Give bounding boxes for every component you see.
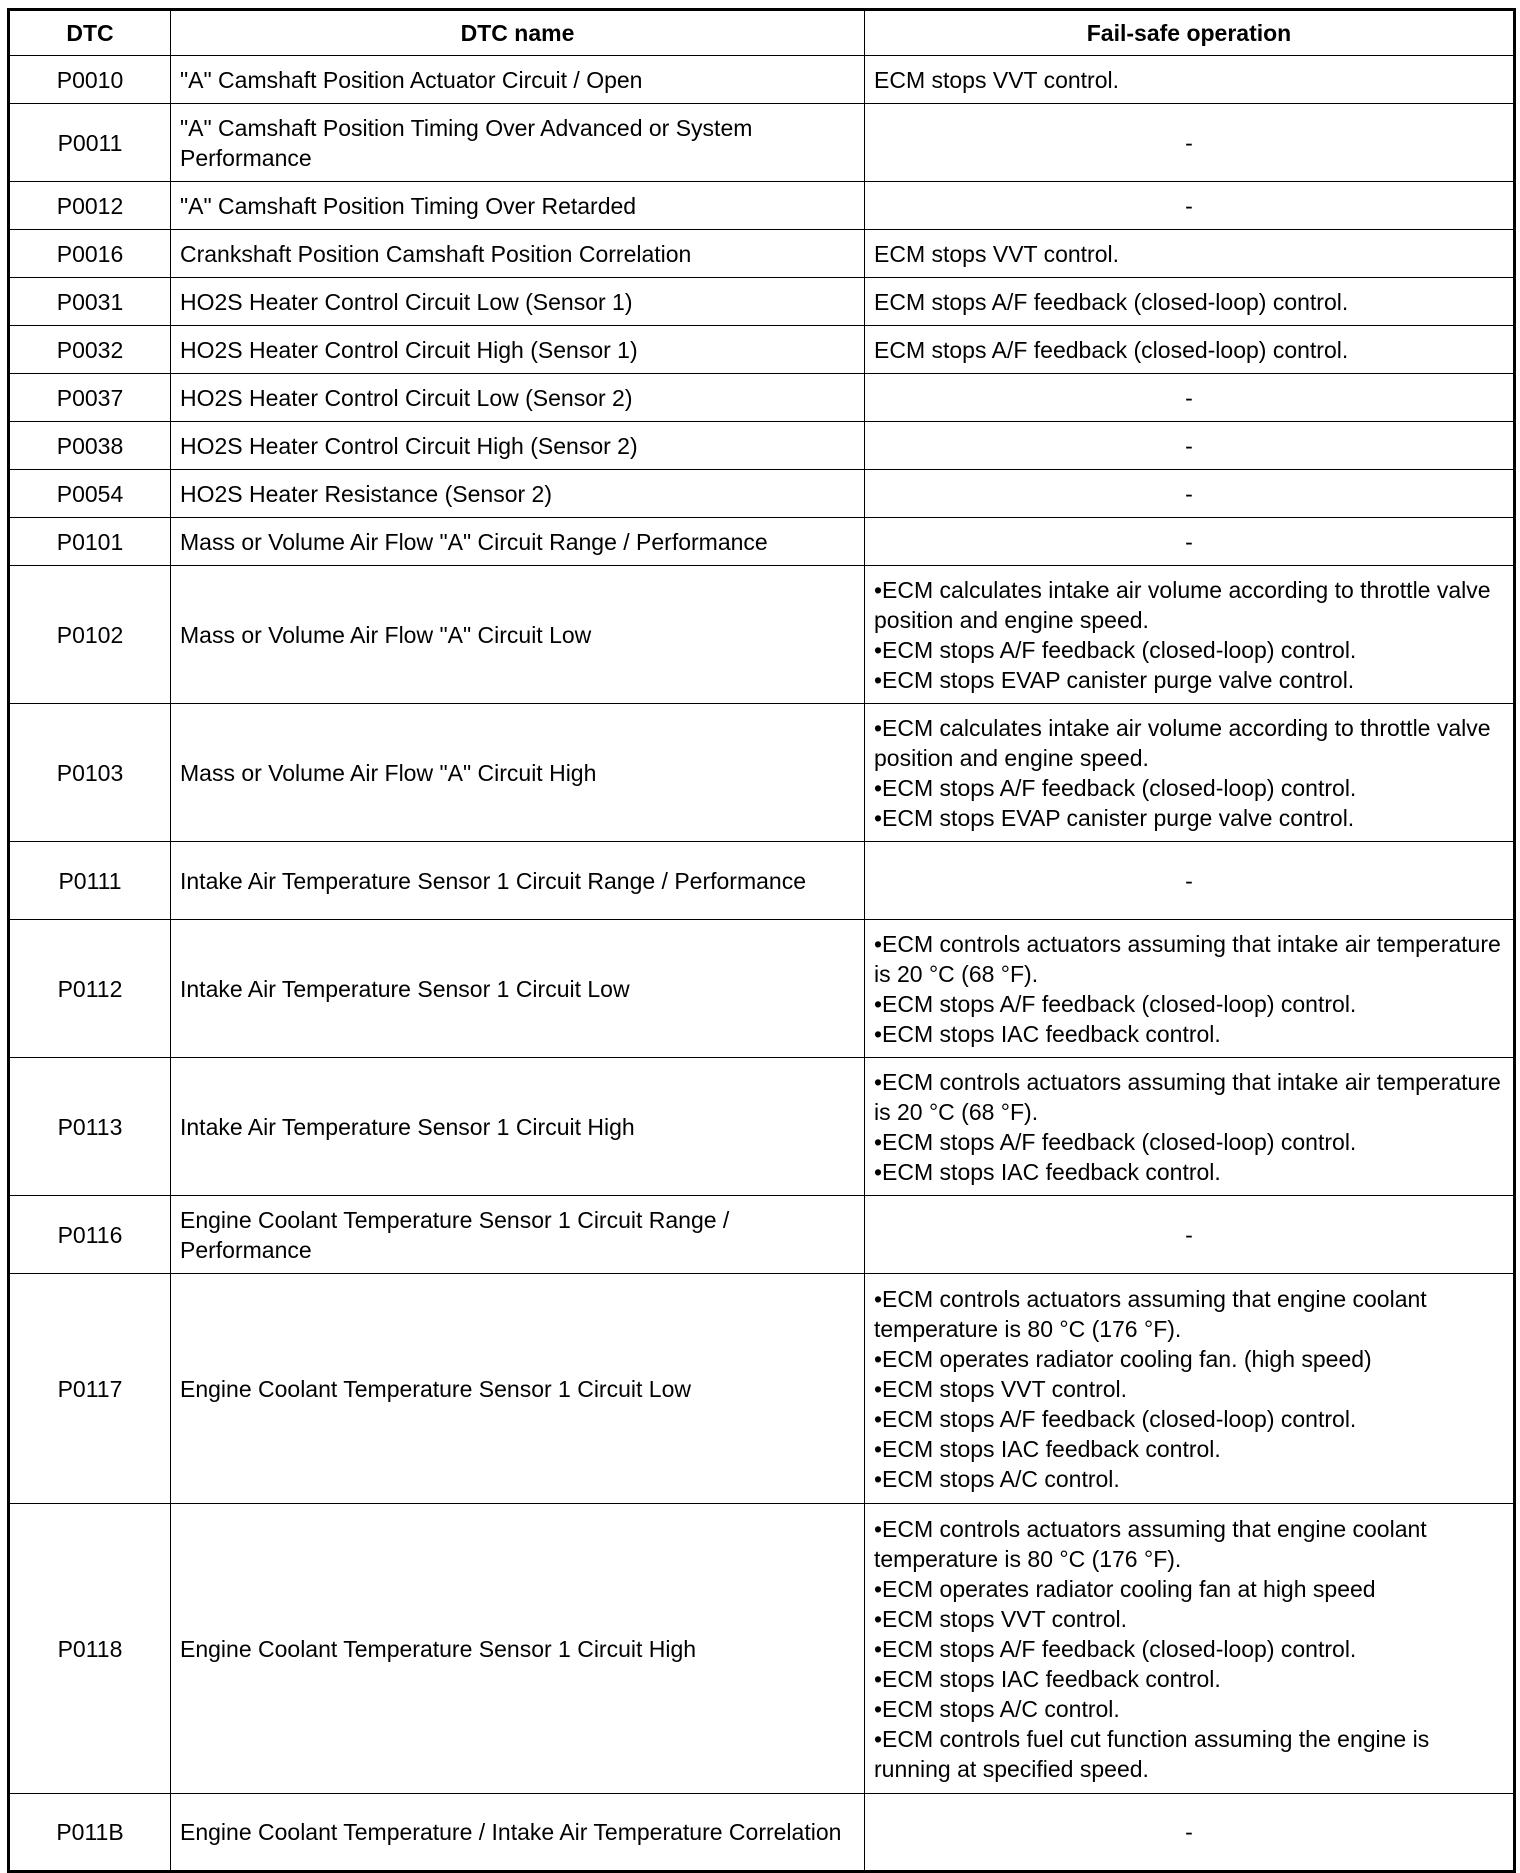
failsafe-operation: [865, 1196, 1515, 1274]
table-body: [9, 56, 1515, 1872]
failsafe-line: •ECM stops IAC feedback control.: [874, 1435, 1221, 1462]
dtc-name: Crankshaft Position Camshaft Position Correlation: [171, 230, 865, 278]
failsafe-operation: [865, 56, 1515, 104]
table-row: [9, 374, 1515, 422]
dtc-code: P0012: [9, 182, 171, 230]
dtc-code: P0116: [9, 1196, 171, 1274]
failsafe-operation: [865, 1058, 1515, 1196]
dtc-name: Engine Coolant Temperature Sensor 1 Circuit Range / Performance: [171, 1196, 865, 1274]
table-row: [9, 278, 1515, 326]
dtc-code: P011B: [9, 1794, 171, 1872]
failsafe-line: •ECM controls actuators assuming that engine coolant temperature is 80 °C (176 °F).: [874, 1285, 1427, 1342]
failsafe-line: •ECM stops EVAP canister purge valve control.: [874, 666, 1355, 693]
failsafe-operation: [865, 470, 1515, 518]
failsafe-line: •ECM stops VVT control.: [874, 1375, 1128, 1402]
failsafe-line: ECM stops A/F feedback (closed-loop) control.: [874, 336, 1349, 363]
dtc-name: HO2S Heater Resistance (Sensor 2): [171, 470, 865, 518]
failsafe-line: •ECM stops VVT control.: [874, 1605, 1128, 1632]
dtc-name: Intake Air Temperature Sensor 1 Circuit Range / Performance: [171, 842, 865, 920]
dtc-code: P0031: [9, 278, 171, 326]
header-failsafe-operation: Fail-safe operation: [865, 10, 1515, 56]
dtc-name: HO2S Heater Control Circuit Low (Sensor 1): [171, 278, 865, 326]
dtc-code: P0054: [9, 470, 171, 518]
failsafe-line: •ECM stops A/C control.: [874, 1465, 1120, 1492]
failsafe-line: •ECM controls actuators assuming that intake air temperature is 20 °C (68 °F).: [874, 930, 1501, 987]
dtc-name: Intake Air Temperature Sensor 1 Circuit Low: [171, 920, 865, 1058]
table-row: [9, 422, 1515, 470]
failsafe-line: -: [1185, 1819, 1193, 1845]
dtc-name: Mass or Volume Air Flow "A" Circuit Low: [171, 566, 865, 704]
dtc-name: Intake Air Temperature Sensor 1 Circuit High: [171, 1058, 865, 1196]
dtc-name: HO2S Heater Control Circuit Low (Sensor 2): [171, 374, 865, 422]
table-row: [9, 326, 1515, 374]
table-row: [9, 230, 1515, 278]
table-row: [9, 56, 1515, 104]
failsafe-operation: [865, 518, 1515, 566]
failsafe-operation: [865, 104, 1515, 182]
dtc-code: P0032: [9, 326, 171, 374]
dtc-failsafe-table: [7, 8, 1516, 1873]
table-row: [9, 104, 1515, 182]
table-row: [9, 1058, 1515, 1196]
dtc-code: P0037: [9, 374, 171, 422]
dtc-name: HO2S Heater Control Circuit High (Sensor 2): [171, 422, 865, 470]
failsafe-line: -: [1185, 192, 1193, 219]
failsafe-operation: [865, 374, 1515, 422]
table-row: [9, 1504, 1515, 1794]
failsafe-line: -: [1185, 432, 1193, 459]
failsafe-operation: [865, 182, 1515, 230]
failsafe-line: •ECM stops A/C control.: [874, 1695, 1120, 1722]
failsafe-line: •ECM controls fuel cut function assuming the engine is running at specified speed.: [874, 1725, 1430, 1782]
failsafe-line: •ECM operates radiator cooling fan. (high speed): [874, 1345, 1372, 1372]
dtc-code: P0011: [9, 104, 171, 182]
failsafe-operation: [865, 842, 1515, 920]
failsafe-line: •ECM stops EVAP canister purge valve control.: [874, 804, 1355, 831]
failsafe-operation: [865, 230, 1515, 278]
dtc-code: P0101: [9, 518, 171, 566]
failsafe-line: -: [1185, 480, 1193, 507]
table-row: [9, 842, 1515, 920]
failsafe-line: •ECM stops A/F feedback (closed-loop) control.: [874, 1128, 1357, 1155]
table-row: [9, 182, 1515, 230]
failsafe-line: •ECM controls actuators assuming that intake air temperature is 20 °C (68 °F).: [874, 1068, 1501, 1125]
failsafe-line: •ECM stops A/F feedback (closed-loop) control.: [874, 1635, 1357, 1662]
failsafe-operation: [865, 1794, 1515, 1872]
dtc-code: P0113: [9, 1058, 171, 1196]
failsafe-line: •ECM operates radiator cooling fan at high speed: [874, 1575, 1376, 1602]
failsafe-line: -: [1185, 867, 1193, 894]
failsafe-line: •ECM stops IAC feedback control.: [874, 1020, 1221, 1047]
failsafe-line: ECM stops VVT control.: [874, 240, 1119, 267]
table-header-row: [9, 10, 1515, 56]
table-row: [9, 920, 1515, 1058]
failsafe-line: •ECM stops A/F feedback (closed-loop) control.: [874, 636, 1357, 663]
dtc-code: P0016: [9, 230, 171, 278]
failsafe-operation: [865, 566, 1515, 704]
failsafe-line: ECM stops A/F feedback (closed-loop) control.: [874, 288, 1349, 315]
failsafe-line: -: [1185, 129, 1193, 156]
table-row: [9, 470, 1515, 518]
dtc-name: HO2S Heater Control Circuit High (Sensor 1): [171, 326, 865, 374]
failsafe-line: •ECM stops IAC feedback control.: [874, 1158, 1221, 1185]
dtc-code: P0102: [9, 566, 171, 704]
table-row: [9, 1196, 1515, 1274]
failsafe-line: -: [1185, 384, 1193, 411]
failsafe-operation: [865, 278, 1515, 326]
failsafe-line: •ECM stops A/F feedback (closed-loop) control.: [874, 990, 1357, 1017]
failsafe-line: -: [1185, 528, 1193, 555]
failsafe-operation: [865, 920, 1515, 1058]
dtc-name: "A" Camshaft Position Actuator Circuit / Open: [171, 56, 865, 104]
dtc-name: "A" Camshaft Position Timing Over Retarded: [171, 182, 865, 230]
failsafe-operation: [865, 326, 1515, 374]
header-dtc-name: DTC name: [171, 10, 865, 56]
failsafe-operation: [865, 704, 1515, 842]
table-row: [9, 566, 1515, 704]
dtc-code: P0111: [9, 842, 171, 920]
failsafe-line: •ECM calculates intake air volume according to throttle valve position and engine speed.: [874, 714, 1491, 771]
table-row: [9, 1794, 1515, 1872]
dtc-name: "A" Camshaft Position Timing Over Advanced or System Performance: [171, 104, 865, 182]
dtc-code: P0010: [9, 56, 171, 104]
dtc-code: P0112: [9, 920, 171, 1058]
failsafe-operation: [865, 1504, 1515, 1794]
table-row: [9, 704, 1515, 842]
dtc-code: P0117: [9, 1274, 171, 1504]
failsafe-operation: [865, 422, 1515, 470]
failsafe-line: -: [1185, 1221, 1193, 1248]
dtc-name: Mass or Volume Air Flow "A" Circuit Range / Performance: [171, 518, 865, 566]
table-row: [9, 518, 1515, 566]
table-row: [9, 1274, 1515, 1504]
failsafe-line: •ECM stops A/F feedback (closed-loop) control.: [874, 774, 1357, 801]
failsafe-line: •ECM calculates intake air volume according to throttle valve position and engine speed.: [874, 576, 1491, 633]
dtc-name: Mass or Volume Air Flow "A" Circuit High: [171, 704, 865, 842]
dtc-name: Engine Coolant Temperature Sensor 1 Circuit High: [171, 1504, 865, 1794]
failsafe-line: •ECM stops A/F feedback (closed-loop) control.: [874, 1405, 1357, 1432]
failsafe-operation: [865, 1274, 1515, 1504]
header-dtc: DTC: [9, 10, 171, 56]
failsafe-line: •ECM stops IAC feedback control.: [874, 1665, 1221, 1692]
dtc-name: Engine Coolant Temperature / Intake Air Temperature Correlation: [171, 1794, 865, 1872]
dtc-code: P0118: [9, 1504, 171, 1794]
dtc-name: Engine Coolant Temperature Sensor 1 Circuit Low: [171, 1274, 865, 1504]
failsafe-line: •ECM controls actuators assuming that engine coolant temperature is 80 °C (176 °F).: [874, 1515, 1427, 1572]
failsafe-line: ECM stops VVT control.: [874, 66, 1119, 93]
dtc-code: P0038: [9, 422, 171, 470]
dtc-code: P0103: [9, 704, 171, 842]
